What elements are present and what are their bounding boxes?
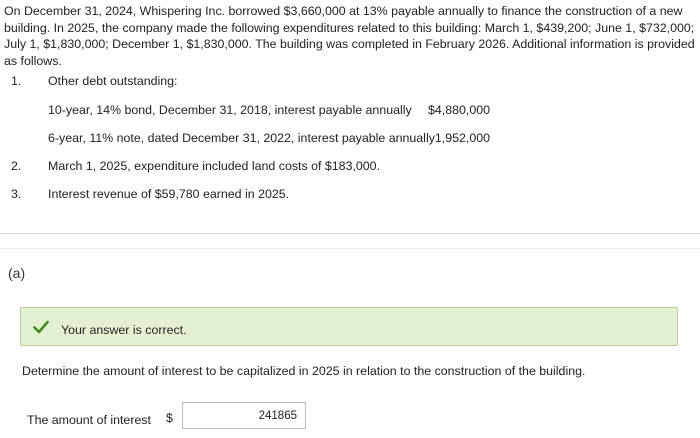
item-text-land-costs: March 1, 2025, expenditure included land costs of $183,000. — [48, 159, 381, 173]
answer-label: The amount of interest — [27, 413, 151, 427]
item-text-other-debt: Other debt outstanding: — [48, 74, 178, 88]
item-number-1: 1. — [11, 74, 22, 88]
feedback-banner — [20, 307, 678, 346]
debt-label-bond: 10-year, 14% bond, December 31, 2018, interest payable annually — [48, 103, 412, 117]
debt-label-note: 6-year, 11% note, dated December 31, 2022, interest payable annually — [48, 131, 435, 145]
checkmark-icon — [33, 320, 49, 334]
item-text-interest-revenue: Interest revenue of $59,780 earned in 2025. — [48, 187, 290, 201]
section-divider — [0, 233, 700, 234]
item-number-3: 3. — [11, 187, 22, 201]
section-divider — [0, 248, 700, 249]
problem-statement: On December 31, 2024, Whispering Inc. borrowed $3,660,000 at 13% payable annually to finance the construction of a new building. In 2025, the company made the following expenditures related to this building: March 1, $439,200; June 1, $732,000; July 1, $1,830,000; December 1, $1,830,000. The building was completed in February 2026. Additional information is provided as follows. — [4, 4, 695, 68]
debt-amount-note: 1,952,000 — [434, 131, 490, 145]
interest-amount-input[interactable] — [182, 402, 306, 429]
question-text: Determine the amount of interest to be capitalized in 2025 in relation to the construction of the building. — [22, 364, 586, 378]
item-number-2: 2. — [11, 159, 22, 173]
currency-symbol: $ — [166, 411, 173, 425]
feedback-text: Your answer is correct. — [61, 323, 187, 337]
part-label: (a) — [8, 265, 26, 281]
debt-amount-bond: $4,880,000 — [427, 103, 490, 117]
